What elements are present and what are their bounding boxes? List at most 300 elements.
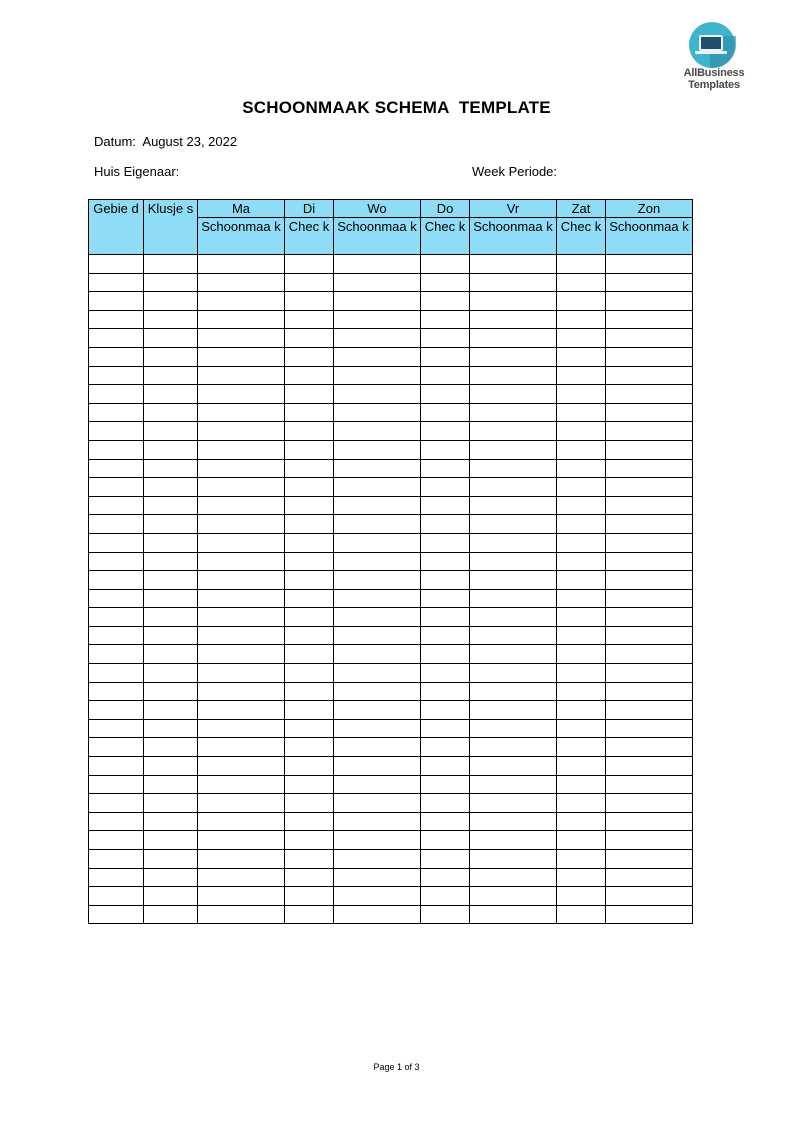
table-cell[interactable] [334,812,421,831]
table-cell[interactable] [334,701,421,720]
table-cell[interactable] [89,701,144,720]
table-cell[interactable] [470,645,557,664]
table-cell[interactable] [470,292,557,311]
table-cell[interactable] [334,571,421,590]
table-cell[interactable] [198,310,285,329]
table-cell[interactable] [144,515,198,534]
table-cell[interactable] [285,738,334,757]
table-cell[interactable] [285,868,334,887]
table-cell[interactable] [557,831,606,850]
table-cell[interactable] [334,626,421,645]
table-cell[interactable] [470,738,557,757]
table-cell[interactable] [470,887,557,906]
table-cell[interactable] [198,608,285,627]
table-cell[interactable] [557,794,606,813]
table-cell[interactable] [144,626,198,645]
table-cell[interactable] [606,626,693,645]
table-cell[interactable] [606,533,693,552]
table-cell[interactable] [198,682,285,701]
table-cell[interactable] [144,757,198,776]
table-cell[interactable] [334,422,421,441]
table-cell[interactable] [334,719,421,738]
table-cell[interactable] [421,366,470,385]
table-cell[interactable] [470,329,557,348]
table-cell[interactable] [606,868,693,887]
table-cell[interactable] [89,812,144,831]
table-cell[interactable] [144,887,198,906]
table-cell[interactable] [198,664,285,683]
table-cell[interactable] [606,738,693,757]
table-cell[interactable] [89,775,144,794]
table-cell[interactable] [557,478,606,497]
table-cell[interactable] [557,255,606,274]
table-cell[interactable] [606,347,693,366]
table-cell[interactable] [470,366,557,385]
table-cell[interactable] [606,515,693,534]
table-cell[interactable] [470,571,557,590]
table-cell[interactable] [334,757,421,776]
table-cell[interactable] [557,440,606,459]
table-cell[interactable] [198,571,285,590]
table-cell[interactable] [421,645,470,664]
table-cell[interactable] [606,589,693,608]
table-cell[interactable] [606,682,693,701]
table-cell[interactable] [334,831,421,850]
table-cell[interactable] [144,850,198,869]
table-cell[interactable] [198,850,285,869]
table-cell[interactable] [144,905,198,924]
table-cell[interactable] [89,552,144,571]
table-cell[interactable] [470,794,557,813]
table-cell[interactable] [557,292,606,311]
table-cell[interactable] [285,310,334,329]
table-cell[interactable] [144,701,198,720]
table-cell[interactable] [557,329,606,348]
table-cell[interactable] [421,664,470,683]
table-cell[interactable] [470,496,557,515]
table-cell[interactable] [334,347,421,366]
table-cell[interactable] [144,608,198,627]
table-cell[interactable] [557,459,606,478]
table-cell[interactable] [144,273,198,292]
table-cell[interactable] [285,533,334,552]
table-cell[interactable] [470,664,557,683]
table-cell[interactable] [198,738,285,757]
table-cell[interactable] [144,719,198,738]
table-cell[interactable] [470,775,557,794]
table-cell[interactable] [285,757,334,776]
table-cell[interactable] [557,757,606,776]
table-cell[interactable] [470,812,557,831]
table-cell[interactable] [198,626,285,645]
table-cell[interactable] [198,515,285,534]
table-cell[interactable] [334,868,421,887]
table-cell[interactable] [606,366,693,385]
table-cell[interactable] [421,571,470,590]
table-cell[interactable] [334,850,421,869]
table-cell[interactable] [285,347,334,366]
table-cell[interactable] [470,459,557,478]
table-cell[interactable] [285,496,334,515]
table-cell[interactable] [334,273,421,292]
table-cell[interactable] [606,310,693,329]
table-cell[interactable] [144,496,198,515]
table-cell[interactable] [557,310,606,329]
table-cell[interactable] [89,310,144,329]
table-cell[interactable] [557,273,606,292]
table-cell[interactable] [334,645,421,664]
table-cell[interactable] [421,292,470,311]
table-cell[interactable] [557,571,606,590]
table-cell[interactable] [144,812,198,831]
table-cell[interactable] [89,905,144,924]
table-cell[interactable] [198,812,285,831]
table-cell[interactable] [144,310,198,329]
table-cell[interactable] [285,385,334,404]
table-cell[interactable] [470,626,557,645]
table-cell[interactable] [557,905,606,924]
table-cell[interactable] [606,385,693,404]
table-cell[interactable] [334,478,421,497]
table-cell[interactable] [285,905,334,924]
table-cell[interactable] [285,255,334,274]
table-cell[interactable] [198,552,285,571]
table-cell[interactable] [557,496,606,515]
table-cell[interactable] [421,719,470,738]
table-cell[interactable] [144,459,198,478]
table-cell[interactable] [334,496,421,515]
table-cell[interactable] [421,831,470,850]
table-cell[interactable] [557,385,606,404]
table-cell[interactable] [557,608,606,627]
table-cell[interactable] [144,589,198,608]
table-cell[interactable] [198,347,285,366]
table-cell[interactable] [421,738,470,757]
table-cell[interactable] [606,850,693,869]
table-cell[interactable] [421,868,470,887]
table-cell[interactable] [557,515,606,534]
table-cell[interactable] [285,552,334,571]
table-cell[interactable] [89,887,144,906]
table-cell[interactable] [144,533,198,552]
table-cell[interactable] [144,347,198,366]
table-cell[interactable] [198,589,285,608]
table-cell[interactable] [421,422,470,441]
table-cell[interactable] [89,757,144,776]
table-cell[interactable] [421,589,470,608]
table-cell[interactable] [421,329,470,348]
table-cell[interactable] [198,273,285,292]
table-cell[interactable] [285,719,334,738]
table-cell[interactable] [421,775,470,794]
table-cell[interactable] [89,664,144,683]
table-cell[interactable] [557,626,606,645]
table-cell[interactable] [421,701,470,720]
table-cell[interactable] [198,292,285,311]
table-cell[interactable] [198,831,285,850]
table-cell[interactable] [144,831,198,850]
table-cell[interactable] [198,366,285,385]
table-cell[interactable] [421,757,470,776]
table-cell[interactable] [606,701,693,720]
table-cell[interactable] [285,589,334,608]
table-cell[interactable] [198,701,285,720]
table-cell[interactable] [285,571,334,590]
table-cell[interactable] [198,794,285,813]
table-cell[interactable] [285,292,334,311]
table-cell[interactable] [285,794,334,813]
table-cell[interactable] [606,645,693,664]
table-cell[interactable] [421,608,470,627]
table-cell[interactable] [89,533,144,552]
table-cell[interactable] [285,440,334,459]
table-cell[interactable] [89,478,144,497]
table-cell[interactable] [144,775,198,794]
table-cell[interactable] [285,329,334,348]
table-cell[interactable] [198,533,285,552]
table-cell[interactable] [421,440,470,459]
table-cell[interactable] [421,255,470,274]
table-cell[interactable] [198,887,285,906]
table-cell[interactable] [421,403,470,422]
table-cell[interactable] [557,887,606,906]
table-cell[interactable] [144,403,198,422]
table-cell[interactable] [421,887,470,906]
table-cell[interactable] [606,255,693,274]
table-cell[interactable] [89,329,144,348]
table-cell[interactable] [606,273,693,292]
table-cell[interactable] [421,347,470,366]
table-cell[interactable] [285,515,334,534]
table-cell[interactable] [198,440,285,459]
table-cell[interactable] [89,645,144,664]
table-cell[interactable] [421,385,470,404]
table-cell[interactable] [557,403,606,422]
table-cell[interactable] [334,664,421,683]
table-cell[interactable] [334,255,421,274]
table-cell[interactable] [606,905,693,924]
table-cell[interactable] [144,366,198,385]
table-cell[interactable] [334,738,421,757]
table-cell[interactable] [557,533,606,552]
table-cell[interactable] [334,310,421,329]
table-cell[interactable] [89,347,144,366]
table-cell[interactable] [144,682,198,701]
table-cell[interactable] [606,292,693,311]
table-cell[interactable] [285,887,334,906]
table-cell[interactable] [421,515,470,534]
table-cell[interactable] [198,868,285,887]
table-cell[interactable] [89,403,144,422]
table-cell[interactable] [89,515,144,534]
table-cell[interactable] [198,645,285,664]
table-cell[interactable] [334,329,421,348]
table-cell[interactable] [285,812,334,831]
table-cell[interactable] [89,608,144,627]
table-cell[interactable] [421,310,470,329]
table-cell[interactable] [557,682,606,701]
table-cell[interactable] [334,440,421,459]
table-cell[interactable] [470,682,557,701]
table-cell[interactable] [421,273,470,292]
table-cell[interactable] [144,292,198,311]
table-cell[interactable] [334,905,421,924]
table-cell[interactable] [285,366,334,385]
table-cell[interactable] [606,775,693,794]
table-cell[interactable] [421,533,470,552]
table-cell[interactable] [557,664,606,683]
table-cell[interactable] [606,831,693,850]
table-cell[interactable] [470,310,557,329]
table-cell[interactable] [89,440,144,459]
table-cell[interactable] [198,385,285,404]
table-cell[interactable] [198,719,285,738]
table-cell[interactable] [144,385,198,404]
table-cell[interactable] [198,478,285,497]
table-cell[interactable] [285,459,334,478]
table-cell[interactable] [557,347,606,366]
table-cell[interactable] [89,385,144,404]
table-cell[interactable] [334,385,421,404]
table-cell[interactable] [606,440,693,459]
table-cell[interactable] [89,868,144,887]
table-cell[interactable] [334,775,421,794]
table-cell[interactable] [470,347,557,366]
table-cell[interactable] [470,831,557,850]
table-cell[interactable] [421,682,470,701]
table-cell[interactable] [470,478,557,497]
table-cell[interactable] [557,701,606,720]
table-cell[interactable] [89,850,144,869]
table-cell[interactable] [470,440,557,459]
table-cell[interactable] [421,812,470,831]
table-cell[interactable] [89,589,144,608]
table-cell[interactable] [470,385,557,404]
table-cell[interactable] [421,478,470,497]
table-cell[interactable] [334,887,421,906]
table-cell[interactable] [470,850,557,869]
table-cell[interactable] [285,645,334,664]
table-cell[interactable] [144,571,198,590]
table-cell[interactable] [557,366,606,385]
table-cell[interactable] [606,719,693,738]
table-cell[interactable] [557,850,606,869]
table-cell[interactable] [421,905,470,924]
table-cell[interactable] [470,515,557,534]
table-cell[interactable] [334,552,421,571]
table-cell[interactable] [198,329,285,348]
table-cell[interactable] [89,738,144,757]
table-cell[interactable] [89,719,144,738]
table-cell[interactable] [606,478,693,497]
table-cell[interactable] [470,403,557,422]
table-cell[interactable] [334,533,421,552]
table-cell[interactable] [144,868,198,887]
table-cell[interactable] [144,440,198,459]
table-cell[interactable] [334,515,421,534]
table-cell[interactable] [557,422,606,441]
table-cell[interactable] [144,478,198,497]
table-cell[interactable] [334,589,421,608]
table-cell[interactable] [144,794,198,813]
table-cell[interactable] [557,719,606,738]
table-cell[interactable] [606,459,693,478]
table-cell[interactable] [470,608,557,627]
table-cell[interactable] [198,757,285,776]
table-cell[interactable] [606,329,693,348]
table-cell[interactable] [606,403,693,422]
table-cell[interactable] [421,459,470,478]
table-cell[interactable] [198,422,285,441]
table-cell[interactable] [89,366,144,385]
table-cell[interactable] [470,273,557,292]
table-cell[interactable] [421,552,470,571]
table-cell[interactable] [470,552,557,571]
table-cell[interactable] [421,496,470,515]
table-cell[interactable] [144,664,198,683]
table-cell[interactable] [470,255,557,274]
table-cell[interactable] [470,589,557,608]
table-cell[interactable] [470,533,557,552]
table-cell[interactable] [89,273,144,292]
table-cell[interactable] [89,255,144,274]
table-cell[interactable] [470,868,557,887]
table-cell[interactable] [606,812,693,831]
table-cell[interactable] [557,552,606,571]
table-cell[interactable] [421,626,470,645]
table-cell[interactable] [285,478,334,497]
table-cell[interactable] [89,292,144,311]
table-cell[interactable] [144,645,198,664]
table-cell[interactable] [144,552,198,571]
table-cell[interactable] [285,422,334,441]
table-cell[interactable] [606,496,693,515]
table-cell[interactable] [144,738,198,757]
table-cell[interactable] [470,757,557,776]
table-cell[interactable] [470,905,557,924]
table-cell[interactable] [606,794,693,813]
table-cell[interactable] [89,496,144,515]
table-cell[interactable] [198,459,285,478]
table-cell[interactable] [89,626,144,645]
table-cell[interactable] [334,682,421,701]
table-cell[interactable] [606,571,693,590]
table-cell[interactable] [89,794,144,813]
table-cell[interactable] [334,608,421,627]
table-cell[interactable] [285,850,334,869]
table-cell[interactable] [470,422,557,441]
table-cell[interactable] [557,868,606,887]
table-cell[interactable] [285,831,334,850]
table-cell[interactable] [285,701,334,720]
table-cell[interactable] [144,329,198,348]
table-cell[interactable] [557,589,606,608]
table-cell[interactable] [334,292,421,311]
table-cell[interactable] [334,459,421,478]
table-cell[interactable] [334,366,421,385]
table-cell[interactable] [198,496,285,515]
table-cell[interactable] [421,794,470,813]
table-cell[interactable] [606,887,693,906]
table-cell[interactable] [606,552,693,571]
table-cell[interactable] [285,682,334,701]
table-cell[interactable] [144,422,198,441]
table-cell[interactable] [285,626,334,645]
table-cell[interactable] [334,794,421,813]
table-cell[interactable] [144,255,198,274]
table-cell[interactable] [421,850,470,869]
table-cell[interactable] [285,608,334,627]
